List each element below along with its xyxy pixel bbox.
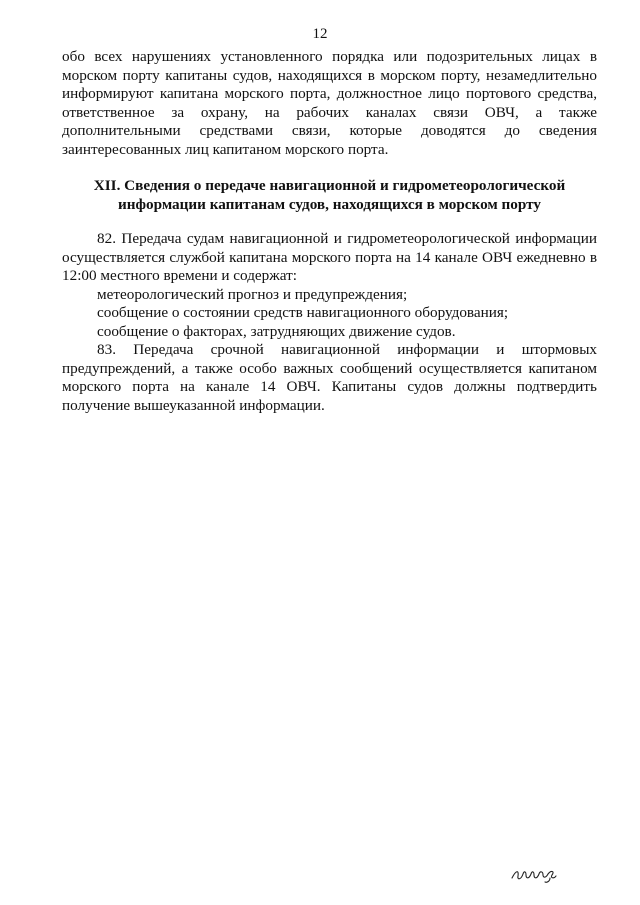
handwritten-signature [510,862,560,884]
section-heading [62,177,597,214]
list-item: сообщение о состоянии средств навигационного оборудования; [97,304,509,321]
document-body [62,48,597,415]
paragraph-83: 83. Передача срочной навигационной информации и штормовых предупреждений, а также особо важных сообщений осуществляется капитаном морского порта на канале 14 ОВЧ. Капитаны судов должны подтвердить получение вышеуказанной информации. [62,341,597,414]
section-heading-line-2: информации капитанам судов, находящихся в морском порту [118,195,541,213]
page-number: 12 [312,26,328,42]
paragraph-82: 82. Передача судам навигационной и гидрометеорологической информации осуществляется службой капитана морского порта на 14 канале ОВЧ ежедневно в 12:00 местного времени и содержат: [62,230,597,284]
list-item: сообщение о факторах, затрудняющих движение судов. [97,322,456,340]
section-heading-line-1: XII. Сведения о передаче навигационной и гидрометеорологической [93,177,566,194]
list-item: метеорологический прогноз и предупреждения; [97,285,408,303]
intro-paragraph: обо всех нарушениях установленного порядка или подозрительных лицах в морском порту капитаны судов, находящихся в морском порту, незамедлительно информируют капитана морского порта, должностное лицо портового средства, ответственное за охрану, на рабочих каналах связи ОВЧ, а также дополнительными средствами связи, которые доводятся до сведения заинтересованных лиц капитаном морского порта. [62,48,597,158]
